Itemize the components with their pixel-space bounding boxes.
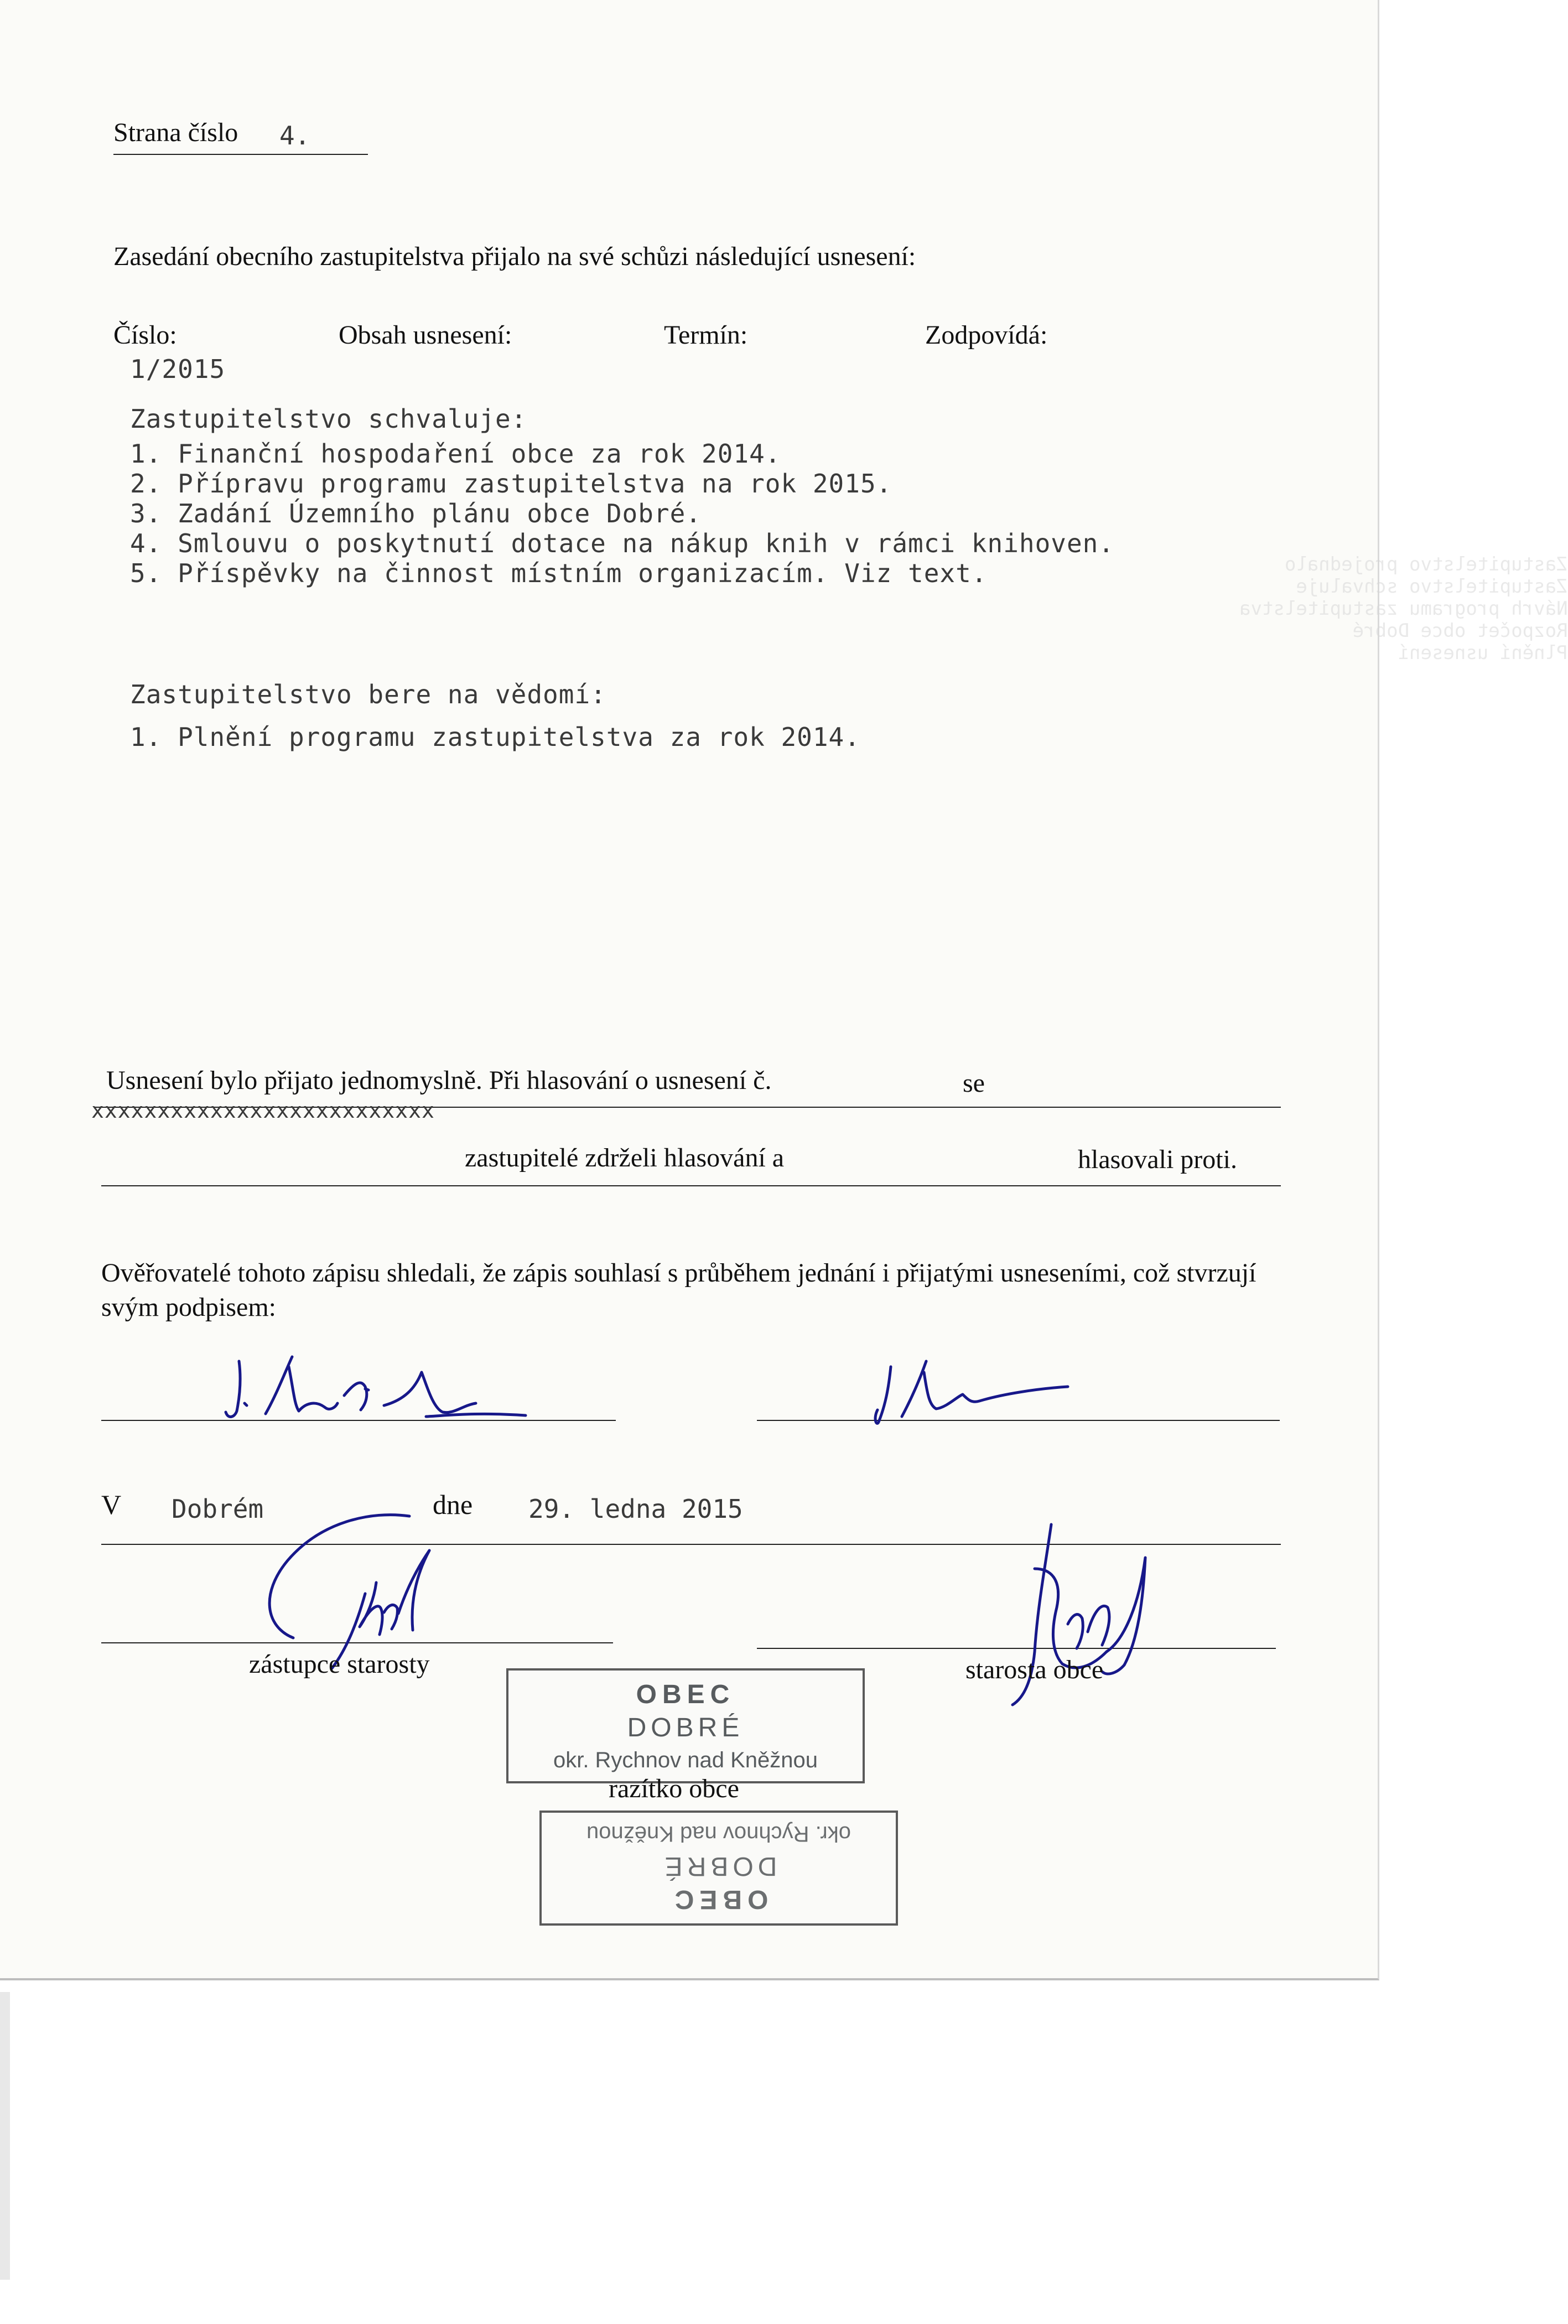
- approves-item: 2. Přípravu programu zastupitelstva na rok 2015.: [130, 469, 892, 499]
- deputy-signature: [249, 1500, 481, 1671]
- approves-item: 3. Zadání Územního plánu obce Dobré.: [130, 499, 702, 528]
- date-value: 29. ledna 2015: [528, 1494, 743, 1524]
- against-text: hlasovali proti.: [1078, 1145, 1237, 1174]
- column-header-responsible: Zodpovídá:: [925, 320, 1048, 350]
- notes-item: 1. Plnění programu zastupitelstva za rok 2014.: [130, 722, 860, 752]
- approves-heading: Zastupitelstvo schvaluje:: [130, 404, 527, 434]
- column-header-content: Obsah usnesení:: [339, 320, 512, 350]
- stamp-offset-line-1: OBEC: [669, 1885, 769, 1914]
- vote-statement: Usnesení bylo přijato jednomyslně. Při hlasování o usnesení č.: [106, 1066, 772, 1095]
- stamp-offset-line-3: okr. Rychnov nad Kněžnou: [586, 1822, 852, 1846]
- page-number-underline: [113, 154, 368, 155]
- show-through-text: Zastupitelstvo projednalo Zastupitelstvo schvaluje Návrh programu zastupitelstva Rozpočet obce Dobré Plnění usnesení: [1239, 553, 1568, 664]
- vote-se-label: se: [963, 1068, 985, 1098]
- column-header-deadline: Termín:: [664, 320, 748, 350]
- stamp-offset-impression: [539, 1811, 898, 1926]
- approves-list: [130, 439, 1114, 588]
- crossed-out-text: xxxxxxxxxxxxxxxxxxxxxxxxxx: [91, 1098, 435, 1123]
- page-label: Strana číslo: [113, 118, 238, 147]
- approves-item: 1. Finanční hospodaření obce za rok 2014.: [130, 439, 781, 469]
- page-number: 4.: [279, 121, 310, 151]
- notes-list: [130, 722, 860, 752]
- date-label: dne: [433, 1489, 473, 1520]
- place-value: Dobrém: [172, 1494, 264, 1524]
- resolution-number: 1/2015: [130, 354, 226, 384]
- deputy-role-label: zástupce starosty: [249, 1649, 430, 1679]
- stamp-label: razítko obce: [609, 1774, 739, 1803]
- stamp-offset-line-2: DOBRÉ: [660, 1851, 777, 1881]
- municipal-stamp: [506, 1668, 865, 1783]
- place-label: V: [101, 1489, 122, 1520]
- vote-line-2: [101, 1185, 1281, 1186]
- approves-item: 4. Smlouvu o poskytnutí dotace na nákup knih v rámci knihoven.: [130, 528, 1115, 558]
- notes-heading: Zastupitelstvo bere na vědomí:: [130, 679, 606, 709]
- intro-text: Zasedání obecního zastupitelstva přijalo na své schůzi následující usnesení:: [113, 242, 916, 271]
- stamp-line-2: DOBRÉ: [627, 1713, 744, 1742]
- verifier-2-signature: [869, 1350, 1101, 1428]
- abstain-text: zastupitelé zdrželi hlasování a: [465, 1143, 785, 1173]
- verification-text: Ověřovatelé tohoto zápisu shledali, že zápis souhlasí s průběhem jednání i přijatými usneseními, což stvrzují svým podpisem:: [101, 1258, 1257, 1322]
- approves-item: 5. Příspěvky na činnost místním organizacím. Viz text.: [130, 558, 988, 588]
- stamp-line-3: okr. Rychnov nad Kněžnou: [553, 1748, 818, 1772]
- stamp-line-1: OBEC: [636, 1680, 735, 1709]
- mayor-role-label: starosta obce: [965, 1655, 1104, 1684]
- verifier-1-signature: [216, 1350, 559, 1428]
- scan-edge: [0, 1992, 10, 2280]
- column-header-number: Číslo:: [113, 320, 177, 350]
